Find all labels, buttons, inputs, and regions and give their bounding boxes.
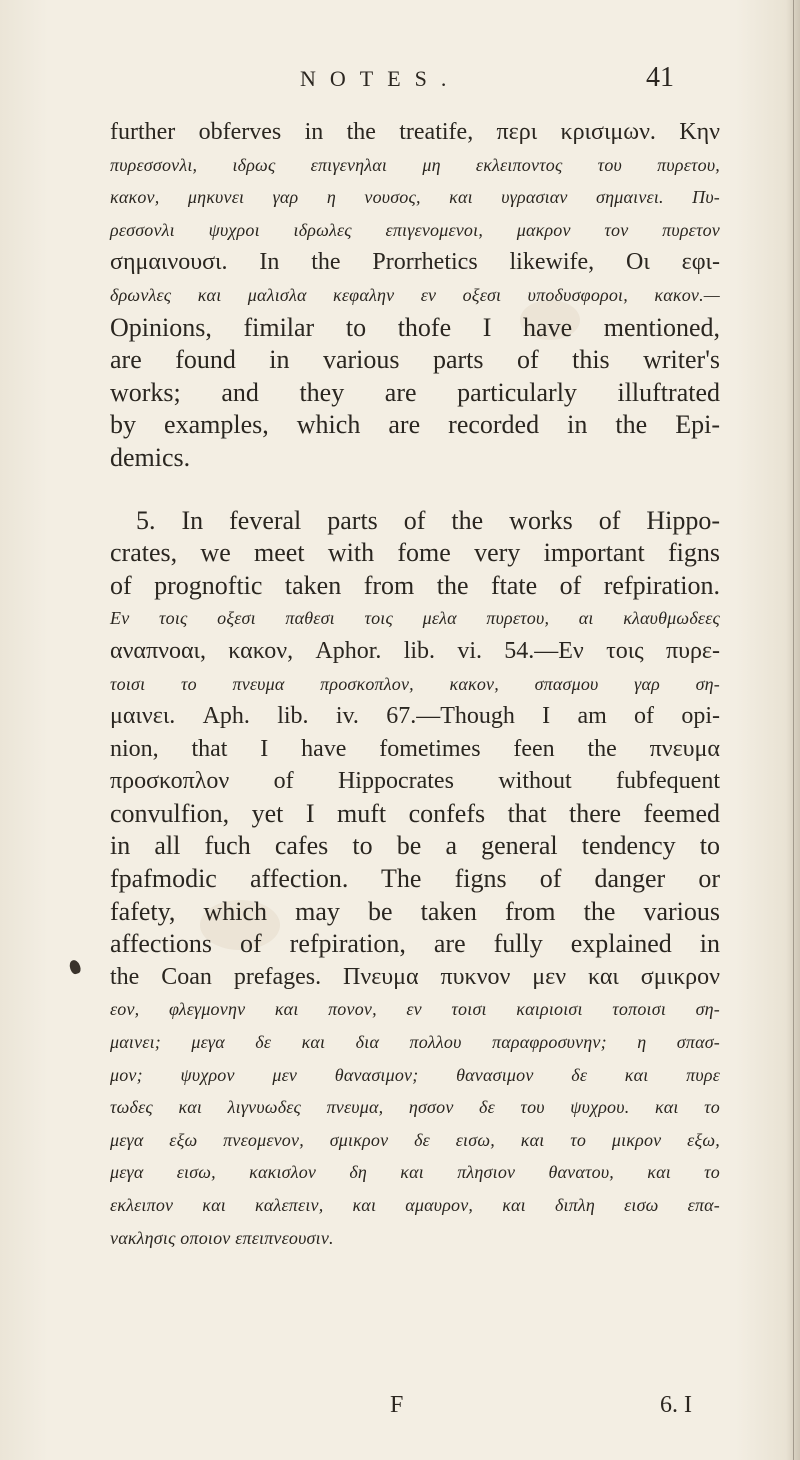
text-line: 5. In feveral parts of the works of Hippo- bbox=[136, 505, 720, 535]
text-line: κακον, μηκυνει γαρ η νουσος, και υγρασιαν σημαινει. Πυ- bbox=[110, 187, 720, 208]
text-line: τωδες και λιγνυωδες πνευμα, ησσον δε του ψυχρου. και το bbox=[110, 1097, 720, 1118]
text-line: works; and they are particularly illuftrated bbox=[110, 377, 720, 407]
text-line: demics. bbox=[110, 442, 191, 472]
signature-mark: F bbox=[390, 1392, 404, 1418]
text-line: σημαινουσι. In the Prorrhetics likewife, Οι εφι- bbox=[110, 249, 720, 276]
text-line: fpafmodic affection. The figns of danger or bbox=[110, 864, 720, 894]
running-head: NOTES. bbox=[300, 66, 461, 91]
text-line: fafety, which may be taken from the various bbox=[110, 896, 720, 926]
text-line: εον, φλεγμονην και πονον, εν τοισι καιριοισι τοποισι ση- bbox=[110, 999, 720, 1020]
text-line: μαινει; μεγα δε και δια πολλου παραφροσυνην; η σπασ- bbox=[110, 1032, 720, 1053]
text-line: νακλησις οποιον επειπνεουσιν. bbox=[110, 1227, 334, 1248]
text-line: in all fuch cafes to be a general tendency to bbox=[110, 831, 720, 861]
text-line: μον; ψυχρον μεν θανασιμον; θανασιμον δε και πυρε bbox=[110, 1064, 720, 1085]
body-text bbox=[110, 116, 720, 1254]
text-line: πυρεσσονλι, ιδρως επιγενηλαι μη εκλειποντος του πυρετου, bbox=[110, 154, 720, 175]
text-line: are found in various parts of this writer's bbox=[110, 345, 720, 375]
page-footer bbox=[0, 1392, 800, 1428]
catchword: 6. I bbox=[660, 1392, 692, 1418]
text-line: προσκοπλον of Hippocrates without fubfequent bbox=[110, 768, 720, 795]
page-header bbox=[0, 62, 800, 106]
text-line: μεγα εξω πνεομενον, σμικρον δε εισω, και το μικρον εξω, bbox=[110, 1129, 720, 1150]
page-edge-line bbox=[793, 0, 794, 1460]
text-line: further obferves in the treatife, περι κρισιμων. Κην bbox=[110, 119, 720, 145]
text-line: Opinions, fimilar to thofe I have mentioned, bbox=[110, 312, 720, 342]
text-line: μεγα εισω, κακισλον δη και πλησιον θανατου, και το bbox=[110, 1162, 720, 1183]
text-line: crates, we meet with fome very important figns bbox=[110, 538, 720, 568]
text-line: by examples, which are recorded in the Epi- bbox=[110, 410, 720, 440]
text-line: nion, that I have fometimes feen the πνευμα bbox=[110, 735, 720, 762]
text-line: of prognoftic taken from the ftate of refpiration. bbox=[110, 570, 720, 600]
text-line: αναπνοαι, κακον, Aphor. lib. vi. 54.—Εν τοις πυρε- bbox=[110, 637, 720, 664]
text-line: ρεσσονλι ψυχροι ιδρωλες επιγενομενοι, μακρον τον πυρετον bbox=[110, 219, 720, 240]
text-line: εκλειπον και καλεπειν, και αμαυρον, και διπλη εισω επα- bbox=[110, 1195, 720, 1215]
text-line: affections of refpiration, are fully explained in bbox=[110, 929, 720, 959]
margin-ink-mark bbox=[68, 959, 82, 976]
page-number: 41 bbox=[646, 62, 674, 93]
text-line: convulfion, yet I muft confefs that there feemed bbox=[110, 798, 720, 828]
text-line: μαινει. Aph. lib. iv. 67.—Though I am of opi- bbox=[110, 703, 720, 730]
text-line: the Coan prefages. Πνευμα πυκνον μεν και σμικρον bbox=[110, 963, 720, 990]
text-line: δρωνλες και μαλισλα κεφαλην εν οξεσι υποδυσφοροι, κακον.— bbox=[110, 284, 720, 305]
text-line: τοισι το πνευμα προσκοπλον, κακον, σπασμου γαρ ση- bbox=[110, 673, 720, 694]
text-line: Εν τοις οξεσι παθεσι τοις μελα πυρετου, αι κλαυθμωδεες bbox=[110, 608, 720, 629]
